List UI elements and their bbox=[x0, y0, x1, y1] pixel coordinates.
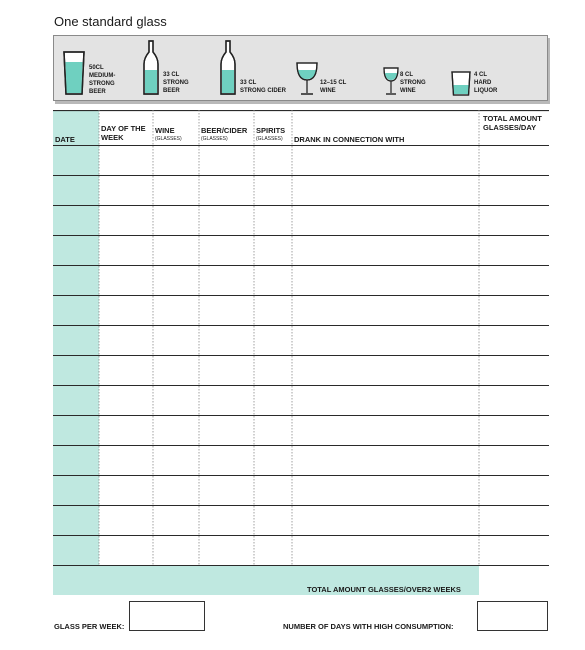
total-two-weeks-field[interactable] bbox=[481, 566, 547, 594]
standard-glass-banner bbox=[53, 35, 548, 101]
header-drank-with: DRANK IN CONNECTION WITH bbox=[294, 135, 405, 144]
table-grid bbox=[53, 110, 549, 595]
consumption-table bbox=[53, 110, 549, 595]
beer-pint-icon bbox=[62, 50, 86, 96]
wine-glass-icon bbox=[296, 62, 318, 96]
strong-wine-glass-icon bbox=[383, 67, 399, 96]
beer-bottle-icon bbox=[142, 40, 160, 96]
high-consumption-field[interactable] bbox=[477, 601, 548, 631]
glass-label-strong-wine: 8 CL STRONG WINE bbox=[400, 72, 426, 94]
header-beer: BEER/CIDER bbox=[201, 126, 248, 135]
header-day: DAY OF THE WEEK bbox=[101, 124, 146, 142]
glass-label-cider: 33 CL STRONG CIDER bbox=[240, 80, 287, 94]
page-title: One standard glass bbox=[54, 14, 167, 29]
glass-per-week-label: GLASS PER WEEK: bbox=[54, 622, 125, 631]
header-date: DATE bbox=[55, 135, 75, 144]
header-spirits-sub: (GLASSES) bbox=[256, 136, 283, 142]
cider-bottle-icon bbox=[219, 40, 237, 96]
total-row-label: TOTAL AMOUNT GLASSES/OVER2 WEEKS bbox=[307, 585, 461, 594]
glass-per-week-field[interactable] bbox=[129, 601, 205, 631]
header-total-day: TOTAL AMOUNT GLASSES/DAY bbox=[483, 114, 542, 132]
header-beer-sub: (GLASSES) bbox=[201, 136, 228, 142]
header-wine: WINE bbox=[155, 126, 175, 135]
glass-label-liquor: 4 CL HARD LIQUOR bbox=[474, 72, 498, 94]
glass-label-wine: 12–15 CL WINE bbox=[320, 80, 347, 94]
glass-label-pint: 50CL MEDIUM- STRONG BEER bbox=[89, 65, 116, 95]
header-wine-sub: (GLASSES) bbox=[155, 136, 182, 142]
glass-label-beer-bottle: 33 CL STRONG BEER bbox=[163, 72, 189, 94]
high-consumption-label: NUMBER OF DAYS WITH HIGH CONSUMPTION: bbox=[283, 622, 454, 631]
liquor-tumbler-icon bbox=[451, 71, 471, 96]
header-spirits: SPIRITS bbox=[256, 126, 286, 135]
